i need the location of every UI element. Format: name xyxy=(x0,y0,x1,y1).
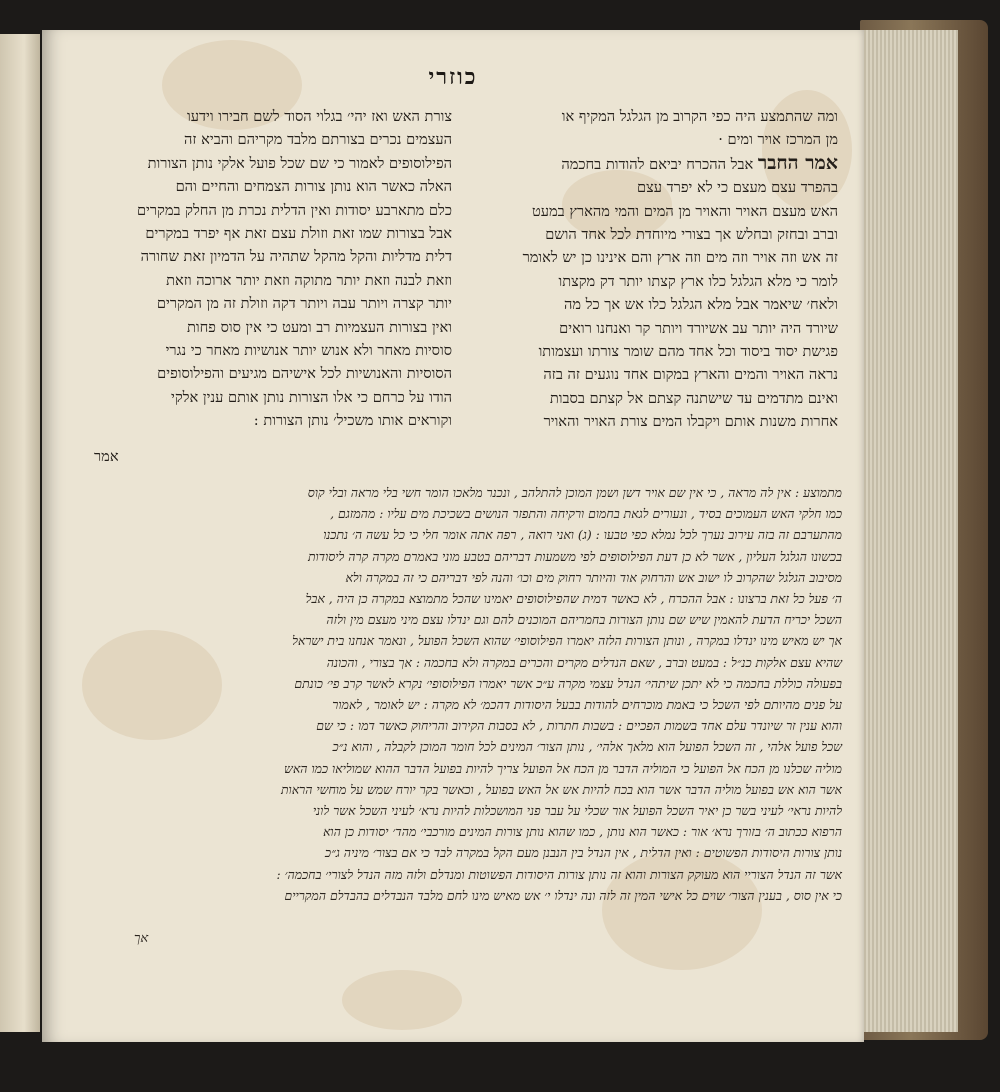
page-edges xyxy=(862,30,958,1032)
commentary-line: והוא ענין זר שיונדר עלם אחד בשמות הפכיים : בשבות חתרות , לא בסבות הקירוב והריחוק כאשר דמו : כי שם xyxy=(316,718,842,734)
book-page xyxy=(42,30,864,1042)
text-line: העצמים נכרים בצורתם מלבד מקריהם והביא זה xyxy=(184,131,452,149)
commentary-line: כי אין סוס , בענין הצור׳ שוים כל אישי המין זה לזה ונה ינדלו י׳ אש מאיש מינו לחם מלבד הנבדלים בהבדלם המקריים xyxy=(284,887,842,903)
text-line: שיורד היה יותר עב אשיורד ויותר קר ואנחנו רואים xyxy=(559,319,838,337)
text-line: אבל בצורות שמו זאת וזולת עצם זאת אף יפרד במקרים xyxy=(145,225,452,243)
speaker-text: אבל ההכרח יביאם להודות בחכמה xyxy=(561,155,754,173)
text-line: דלית מדליות והקל מהקל שתהיה על הדמיון זאת שחורה xyxy=(140,248,452,266)
commentary-line: על פנים מהיותם לפי השכל כי באמת מוכרחים להודות בבעל היסודות דהכמ׳ לא מקרה : יש לאומר , לאמור xyxy=(332,697,842,713)
left-page-edge xyxy=(0,34,40,1032)
commentary-line: השכל יכריח הדעת להאמין שיש שם נותן הצורות בחמריהם המוכנים להם וגם ינדלו עצם מיני מעצם מין ולזה xyxy=(326,612,842,628)
commentary-line: מתמוצע : אין לה מראה , כי אין שם אויר דשן ושמן המוכן להתלהב , ונכנר מלאכו הומר חשי בלי מראה ובלי קוס xyxy=(307,485,842,500)
speaker-line xyxy=(466,152,838,176)
text-line: האש מעצם האויר והאויר מן המים והמי מהארץ במעט xyxy=(531,202,838,220)
commentary-line: כמו חלקי האש העמוכים בסיד , ונעורים לגאת בחמום ורקיחה והתפזר הנושים בשכיכת מים עליו : מהמזגם , xyxy=(330,506,842,522)
commentary-line: שהיא עצם אלקות כנ״ל : במעט וברב , שאם הנדלים מקרים והכרים במקרה ולא בחכמה : אך בצורי , והכונה xyxy=(326,654,842,670)
commentary-line: שכל פועל אלהי , זה השכל הפועל הוא מלאך אלהי׳ , נותן הצור׳ המינים לכל חומר המוכן לקבלה , והוא נ״כ xyxy=(332,739,842,755)
commentary-line: ה׳ פעל כל זאת ברצונו : אבל ההכרח , לא כאשר דמית שהפילוסופים יאמינו שהכל מתמוצא במקרה כן היה , אבל xyxy=(305,591,842,607)
speaker-heading: אמר החבר xyxy=(757,151,838,174)
text-line: סוסיות מאחר ולא אנוש יותר אנושיות מאחר כי נגרי xyxy=(165,342,452,360)
text-line: הודו על כרחם כי אלו הצורות נותן אותם ענין אלקי xyxy=(171,388,452,406)
commentary-line: אך יש מאיש מינו ינדלו במקרה , ונותן הצורות הלזה יאמרו הפילוסופי׳ שהוא השכל הפועל , ונאמר אנחנו בית ישראל xyxy=(292,633,842,649)
commentary-line: אשר זה הנדל הצוריי הוא מעוקק הצורות והוא זה נותן צורות היסודות הפשוטות ומנדלם ולזה מזה הנדל לצורי׳ בחכמה׳ : xyxy=(276,866,842,882)
text-line: ולאח׳ שיאמר אבל מלא הגלגל כלו אש אך כל מה xyxy=(563,296,838,314)
text-line: פגישת יסוד ביסוד וכל אחד מהם שומר צורתו ועצמותו xyxy=(538,343,838,361)
text-line: יותר קצרה ויותר עבה ויותר דקה וזולת זה מן המקרים xyxy=(156,295,452,313)
text-line: לומר כי מלא הגלגל כלו ארץ קצתו יותר דק מקצתו xyxy=(558,272,838,290)
text-line: ואין בצורות העצמיות רב ומעט כי אין סוס פחות xyxy=(187,318,452,336)
commentary-line: בכשונו הגלגל העליון , אשר לא כן דעת הפילוסופים לפי משמעות דבריהם בטבע מוני באמרם מקרה קרה ליסודות xyxy=(307,548,842,564)
text-line: ואינם מתדמים עד שישתנה קצתם אל קצתם בסבות xyxy=(549,389,838,407)
commentary-line: מסיבוב הגלגל שהקרוב לו ישוב אש והרחוק אוד והיותר רחוק מים וכו׳ והנה לפי דבריהם כי זה במקרה ולא xyxy=(345,569,842,585)
commentary-line: מוליה שכלנו מן הכח אל הפועל כי המוליה הדבר מן הכח אל הפועל צריך להיות בפועל הדבר ההוא שמוליאו כמו האש xyxy=(284,760,842,776)
text-line: צורת האש ואז יהי׳ בגלוי הסוד לשם חבירו וידעו xyxy=(187,108,452,125)
text-line: אחרות משנות אותם ויקבלו המים צורת האויר והאויר xyxy=(543,413,838,431)
text-line: וקוראים אותו משכיל׳ נותן הצורות : xyxy=(253,412,452,430)
commentary-line: להיות נראי׳ לעיני בשר כן יאיר השכל הפועל אור שכלי על עבר פני המושכלות להיות נרא׳ לעיני השכל אשר לוני xyxy=(312,803,842,819)
main-text-right-column xyxy=(466,105,838,434)
text-line: האלה כאשר הוא נותן צורות הצמחים והחיים והם xyxy=(175,178,452,196)
commentary-line: מהתערבם זה בזה עירוב נערך לכל נמלא כפי טבעו : (ג) ואני רואה , רפה אתה אומר חלי כי כל עשה ה׳ נתכנו xyxy=(323,527,842,543)
text-line: מן המרכז אויר ומים · xyxy=(718,131,838,149)
text-line: נראה האויר והמים והארץ במקום אחד נוגעים זה בזה xyxy=(543,366,838,384)
text-line: וברב ובחזק ובחלש אך בצורי מיוחדת לכל אחד הושם xyxy=(545,226,838,244)
commentary-line: הרפוא ככתוב ה׳ בזורך נרא׳ אור : כאשר הוא נותן , כמו שהוא נותן צורות המינים מורכבי׳ מהד׳ יסודות כן הוא xyxy=(322,824,842,840)
text-line: בהפרד עצם מעצם כי לא יפרד עצם xyxy=(637,179,838,197)
commentary-line: בפעולה כוללת בחכמה כי לא יתכן שיתהי׳ הנדל עצמי מקרה ע״כ אשר יאמרו הפילוסופי׳ נקרא לאשר קרב פי׳ כונתם xyxy=(294,675,842,691)
main-text-left-column xyxy=(84,105,452,433)
commentary-line: אשר הוא אש בפועל מוליה הדבר אשר הוא בכח להיות אש אל האש בפועל , וכאשר בקר יורח שמש על מוחשי הראות xyxy=(280,781,842,797)
commentary-catchword: אך xyxy=(134,931,149,946)
running-header: כוזרי xyxy=(428,64,478,90)
text-line: הסוסיות והאנושיות לכל אישיהם מגיעים והפילוסופים xyxy=(157,365,452,383)
text-line: וזאת לבנה וזאת יותר מתוקה וזאת יותר ארוכה וזאת xyxy=(166,271,452,289)
catchword: אמר xyxy=(94,448,119,465)
text-line: ומה שהתמצע היה כפי הקרוב מן הגלגל המקיף או xyxy=(561,108,838,125)
stain xyxy=(342,970,462,1030)
text-line: זה אש וזה אויר וזה מים וזה ארץ והם אינינו כן יש לאומר xyxy=(522,249,838,267)
text-line: הפילוסופים לאמור כי שם שכל פועל אלקי נותן הצורות xyxy=(147,154,452,172)
commentary-block xyxy=(78,482,842,906)
text-line: כלם מתארבע יסודות ואין הדלית נכרת מן החלק במקרים xyxy=(136,201,452,219)
commentary-line: נותן צורות היסודות הפשוטים : ואין הדלית , אין הנדל בין הנבנן מעם הקל במקרה לבד כי אם בצור׳ מיניה ג״כ xyxy=(325,845,842,861)
